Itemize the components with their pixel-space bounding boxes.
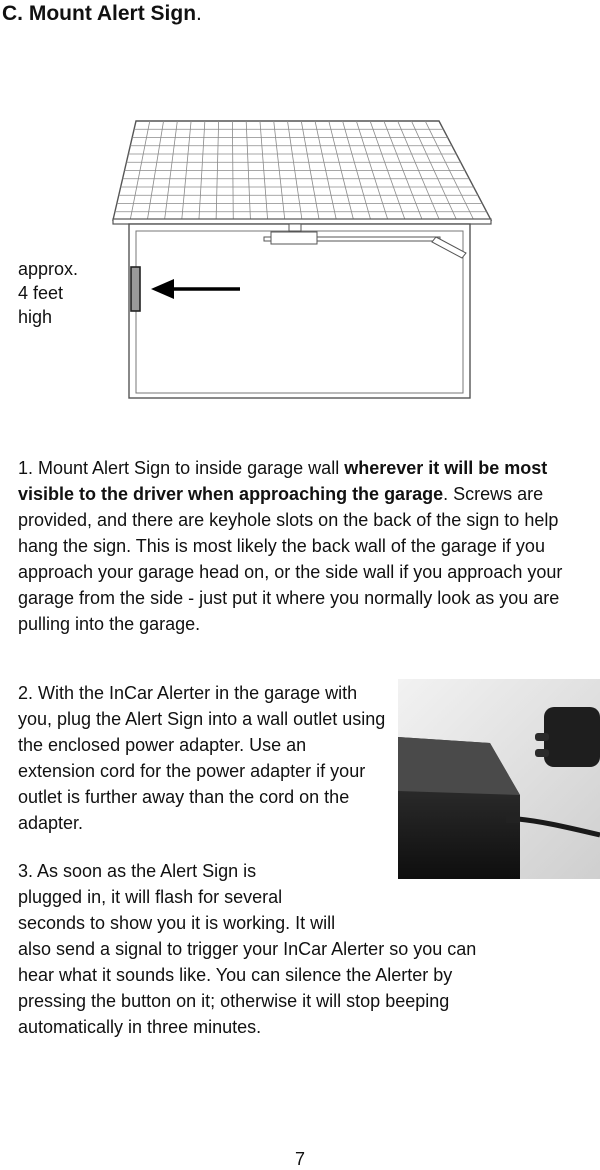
step-3-line: hear what it sounds like. You can silence the Alerter by — [18, 965, 453, 985]
adapter-plug-icon — [535, 707, 600, 767]
section-title: Mount Alert Sign — [28, 2, 197, 25]
alert-sign-icon — [131, 267, 140, 311]
step-3-paragraph — [18, 858, 578, 1040]
step-3-line: 3. As soon as the Alert Sign is — [18, 861, 257, 881]
page-number: 7 — [294, 1149, 305, 1169]
garage-illustration — [0, 0, 600, 420]
step-1-text: 1. Mount Alert Sign to inside garage wall — [18, 458, 345, 478]
step-3-line: plugged in, it will flash for several — [18, 887, 283, 907]
height-label-line: approx. — [18, 259, 79, 279]
step-1-paragraph — [18, 455, 588, 637]
roof-eave — [113, 219, 491, 224]
section-title-punct: . — [196, 2, 202, 25]
step-3-line: also send a signal to trigger your InCar Alerter so you can — [18, 939, 477, 959]
garage-icon — [113, 121, 491, 398]
step-3-line: automatically in three minutes. — [18, 1017, 262, 1037]
height-label-line: 4 feet — [18, 283, 64, 303]
step-3-line: pressing the button on it; otherwise it will stop beeping — [18, 991, 450, 1011]
power-adapter-photo — [398, 679, 600, 879]
step-1-emphasis: wherever it will be most visible to the driver when approaching the garage — [18, 458, 548, 504]
height-label — [18, 257, 108, 329]
step-2-paragraph: 2. With the InCar Alerter in the garage with you, plug the Alert Sign into a wall outlet using the enclosed power adapter. Use an extension cord for the power adapter if your outlet is further away than the cord on the adapter. — [18, 683, 386, 833]
step-3-line: seconds to show you it is working. It will — [18, 913, 336, 933]
garage-wall — [129, 224, 470, 398]
step-1-text-cont: . Screws are provided, and there are keyhole slots on the back of the sign to help hang the sign. This is most likely the back wall of the garage if you approach your garage head on, or the side wall if you approach your garage from the side - just put it where you normally look as you are pulling into the garage. — [18, 484, 563, 634]
height-label-line: high — [18, 307, 53, 327]
section-label: C. — [2, 2, 23, 25]
